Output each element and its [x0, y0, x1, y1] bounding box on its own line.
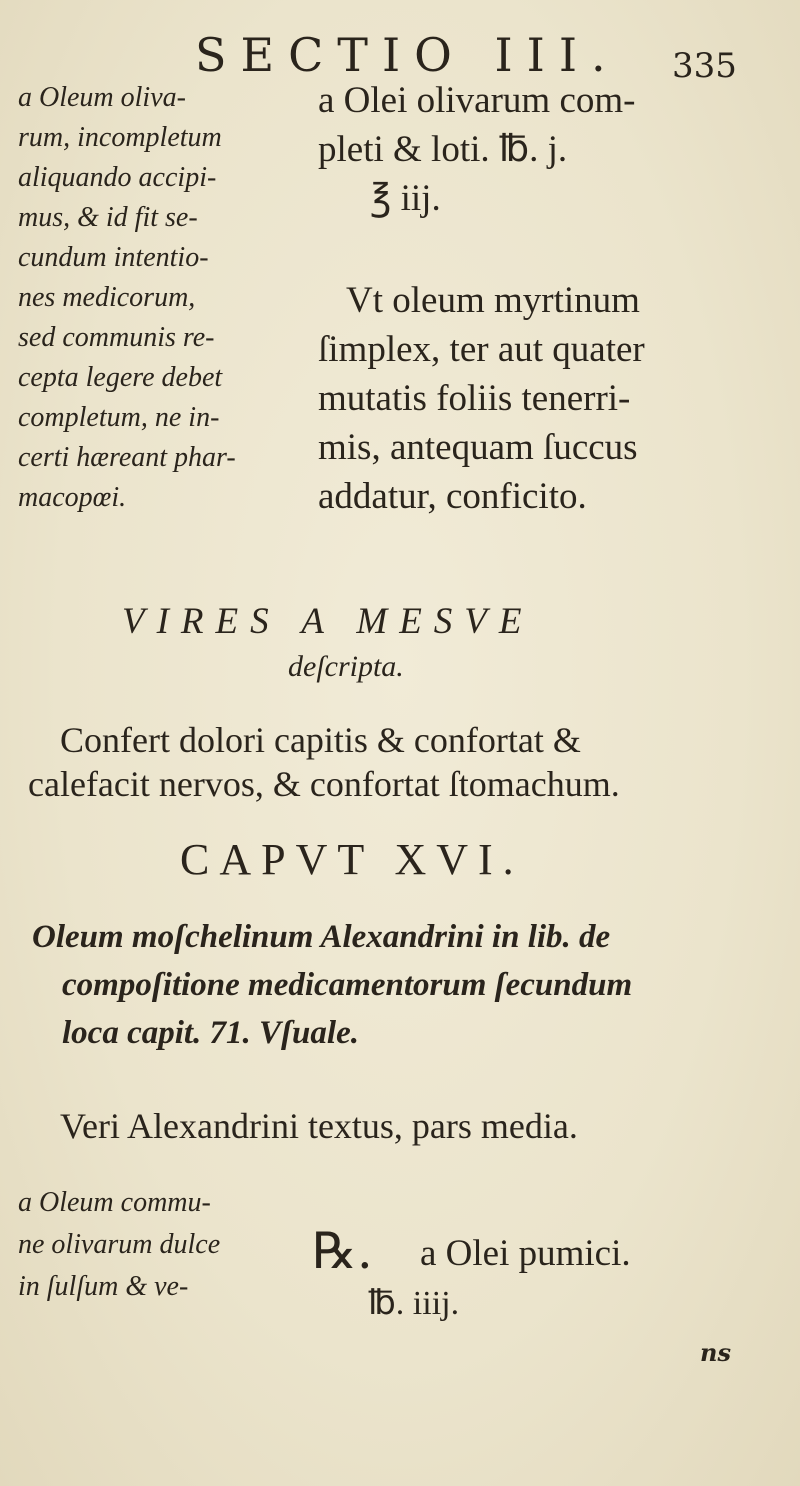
chapter-title-line: compoſitione medicamentorum ſecundum [62, 967, 633, 1003]
margin-line: cepta legere debet [18, 362, 223, 393]
margin-line: a Oleum commu- [18, 1187, 211, 1218]
main-line: addatur, conficito. [318, 476, 587, 517]
margin-line: ne olivarum dulce [18, 1229, 221, 1260]
margin-line: in ſulſum & ve- [18, 1271, 189, 1302]
margin-line: completum, ne in- [18, 402, 220, 433]
margin-line: a Oleum oliva- [18, 82, 186, 113]
running-header: SECTIO III. [195, 28, 620, 82]
catchword: ns [700, 1338, 731, 1367]
main-line: ſimplex, ter aut quater [318, 329, 645, 370]
main-line: mis, antequam ſuccus [318, 427, 638, 468]
chapter-title-line: Oleum moſchelinum Alexandrini in lib. de [32, 919, 611, 955]
vires-text-line: Confert dolori capitis & confortat & [60, 720, 581, 760]
margin-line: rum, incompletum [18, 122, 222, 153]
margin-line: cundum intentio- [18, 242, 209, 273]
vires-subheading: deſcripta. [288, 650, 404, 683]
main-text-recipe [318, 276, 778, 521]
vires-text-line: calefacit nervos, & confortat ſtomachum. [28, 764, 620, 804]
chapter-heading: CAPVT XVI. [180, 835, 524, 884]
main-line: a Olei olivarum com- [318, 80, 636, 121]
margin-note-bottom [18, 1182, 298, 1308]
page-number: 335 [672, 46, 737, 86]
bottom-main-line: ℔. iiij. [368, 1285, 460, 1322]
margin-line: aliquando accipi- [18, 162, 217, 193]
bottom-main-line: a Olei pumici. [420, 1233, 631, 1274]
chapter-subtitle: Veri Alexandrini textus, pars media. [60, 1106, 578, 1146]
margin-line: sed communis re- [18, 322, 215, 353]
recipe-symbol: ℞. [312, 1222, 373, 1280]
main-line: Vt oleum myrtinum [346, 280, 640, 321]
margin-line: certi hæreant phar- [18, 442, 236, 473]
main-line: mutatis foliis tenerri- [318, 378, 631, 419]
margin-note-top [18, 78, 298, 518]
chapter-title-line: loca capit. 71. Vſuale. [62, 1015, 359, 1051]
main-line: pleti & loti. ℔. j. [318, 129, 568, 170]
main-text-top [318, 76, 778, 223]
margin-line: macopœi. [18, 482, 127, 513]
vires-heading: VIRES A MESVE [122, 601, 534, 642]
margin-line: nes medicorum, [18, 282, 196, 313]
main-line: ℥ iij. [370, 178, 441, 219]
margin-line: mus, & id fit se- [18, 202, 198, 233]
